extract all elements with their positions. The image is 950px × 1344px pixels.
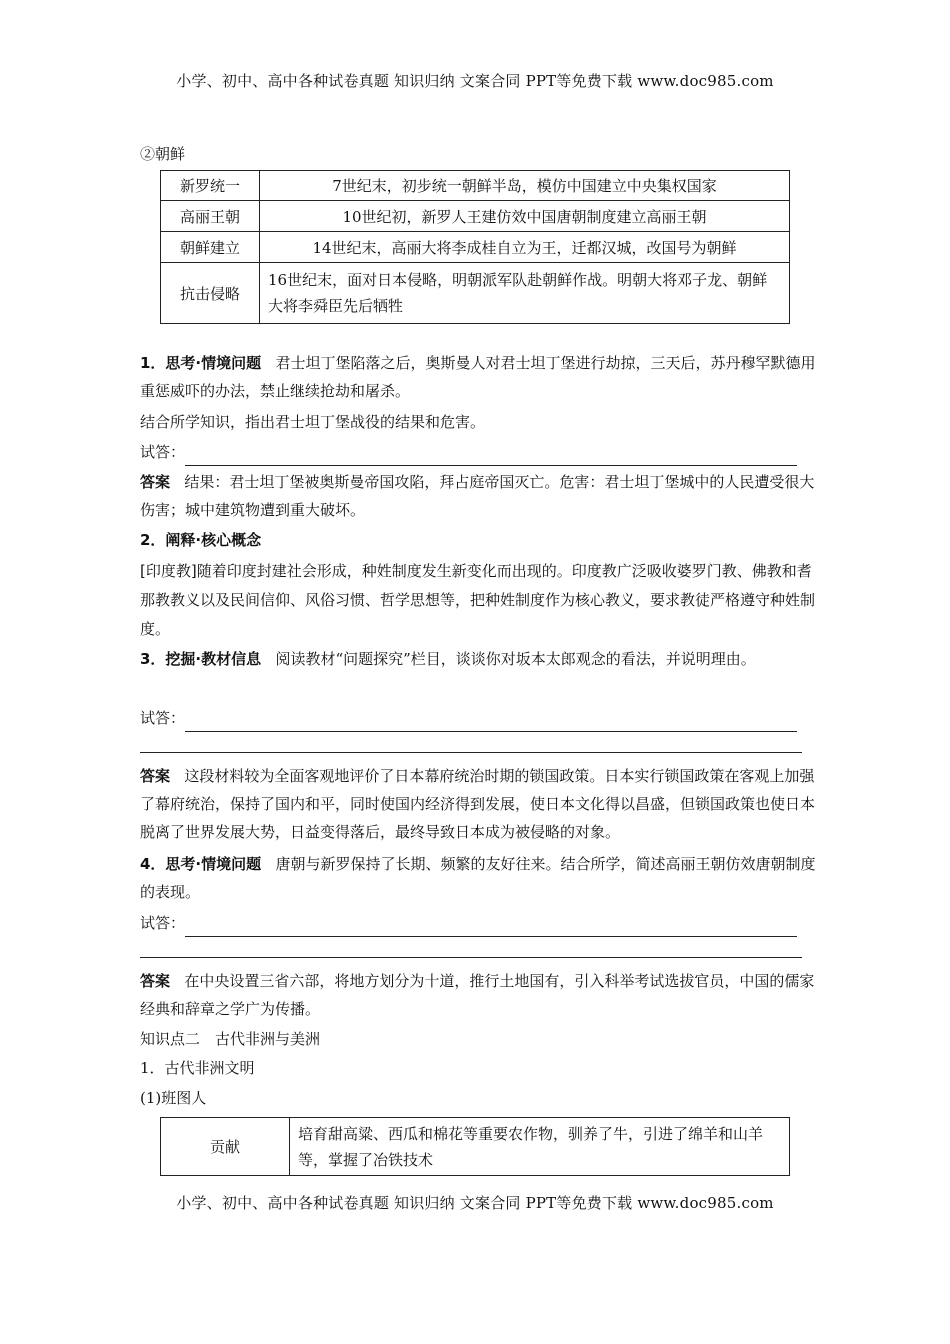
question-4-label: 4．思考·情境问题: [140, 855, 262, 873]
korea-table: [160, 170, 790, 324]
answer-blank-line[interactable]: [140, 752, 802, 753]
answer-text: 在中央设置三省六部，将地方划分为十道，推行土地国有，引入科举考试选拔官员，中国的儒家经典和辞章之学广为传播。: [140, 972, 815, 1018]
table-row: [161, 201, 790, 232]
question-1-text: 君士坦丁堡陷落之后，奥斯曼人对君士坦丁堡进行劫掠，三天后，苏丹穆罕默德用重惩威吓的办法，禁止继续抢劫和屠杀。: [140, 354, 816, 400]
korea-row-value: 14世纪末，高丽大将李成桂自立为王，迁都汉城，改国号为朝鲜: [260, 232, 790, 263]
question-4-answer-line[interactable]: [140, 909, 820, 937]
table-row: [161, 1118, 790, 1176]
subsection-title: (1)班图人: [140, 1089, 207, 1107]
table-row: [161, 263, 790, 324]
question-3-answer: [140, 762, 820, 846]
bantu-table: [160, 1117, 790, 1176]
question-1-answer-line[interactable]: [140, 438, 820, 466]
page-header: 小学、初中、高中各种试卷真题 知识归纳 文案合同 PPT等免费下载 www.doc985.com: [176, 72, 774, 90]
answer-blank[interactable]: [185, 920, 797, 937]
question-3-label: 3．挖掘·教材信息: [140, 650, 262, 668]
answer-blank[interactable]: [185, 715, 797, 732]
question-1-prompt: 结合所学知识，指出君士坦丁堡战役的结果和危害。: [140, 413, 486, 431]
question-4: [140, 850, 820, 906]
bantu-key: 贡献: [161, 1118, 290, 1176]
question-1-label: 1．思考·情境问题: [140, 354, 262, 372]
question-2-label: 2．阐释·核心概念: [140, 531, 262, 549]
question-3-text: 阅读教材“问题探究”栏目，谈谈你对坂本太郎观念的看法，并说明理由。: [275, 650, 756, 668]
bantu-value: 培育甜高粱、西瓜和棉花等重要农作物，驯养了牛，引进了绵羊和山羊等，掌握了冶铁技术: [290, 1118, 790, 1176]
question-1: [140, 349, 820, 405]
korea-row-value: 16世纪末，面对日本侵略，明朝派军队赴朝鲜作战。明朝大将邓子龙、朝鲜大将李舜臣先后牺牲: [260, 263, 790, 324]
answer-text: 这段材料较为全面客观地评价了日本幕府统治时期的锁国政策。日本实行锁国政策在客观上加强了幕府统治，保持了国内和平，同时使国内经济得到发展，使日本文化得以昌盛，但锁国政策也使日本脱离了世界发展大势，日益变得落后，最终导致日本成为被侵略的对象。: [140, 767, 816, 841]
table-row: [161, 171, 790, 201]
question-2-text: [印度教]随着印度封建社会形成，种姓制度发生新变化而出现的。印度教广泛吸收婆罗门教、佛教和耆那教教义以及民间信仰、风俗习惯、哲学思想等，把种姓制度作为核心教义，要求教徒严格遵守种姓制度。: [140, 562, 816, 638]
page-footer: 小学、初中、高中各种试卷真题 知识归纳 文案合同 PPT等免费下载 www.doc985.com: [176, 1194, 774, 1212]
try-label: 试答：: [140, 914, 186, 932]
subsection-title: 1．古代非洲文明: [140, 1059, 255, 1077]
answer-blank-line[interactable]: [140, 957, 802, 958]
question-3-answer-line[interactable]: [140, 704, 820, 732]
question-4-text: 唐朝与新罗保持了长期、频繁的友好往来。结合所学，简述高丽王朝仿效唐朝制度的表现。: [140, 855, 816, 901]
korea-title: ②朝鲜: [140, 145, 186, 163]
question-3: [140, 645, 820, 673]
answer-label: 答案: [140, 767, 171, 785]
section-title: 知识点二 古代非洲与美洲: [140, 1030, 321, 1048]
answer-label: 答案: [140, 473, 171, 491]
question-1-answer: [140, 468, 820, 524]
korea-row-key: 新罗统一: [161, 171, 260, 201]
question-4-answer: [140, 967, 820, 1023]
korea-row-key: 朝鲜建立: [161, 232, 260, 263]
try-label: 试答：: [140, 709, 186, 727]
korea-row-value: 7世纪末，初步统一朝鲜半岛，模仿中国建立中央集权国家: [260, 171, 790, 201]
table-row: [161, 232, 790, 263]
answer-text: 结果：君士坦丁堡被奥斯曼帝国攻陷，拜占庭帝国灭亡。危害：君士坦丁堡城中的人民遭受很大伤害；城中建筑物遭到重大破坏。: [140, 473, 815, 519]
korea-row-value: 10世纪初，新罗人王建仿效中国唐朝制度建立高丽王朝: [260, 201, 790, 232]
korea-row-key: 抗击侵略: [161, 263, 260, 324]
answer-blank[interactable]: [185, 449, 797, 466]
korea-row-key: 高丽王朝: [161, 201, 260, 232]
answer-label: 答案: [140, 972, 171, 990]
try-label: 试答：: [140, 443, 186, 461]
